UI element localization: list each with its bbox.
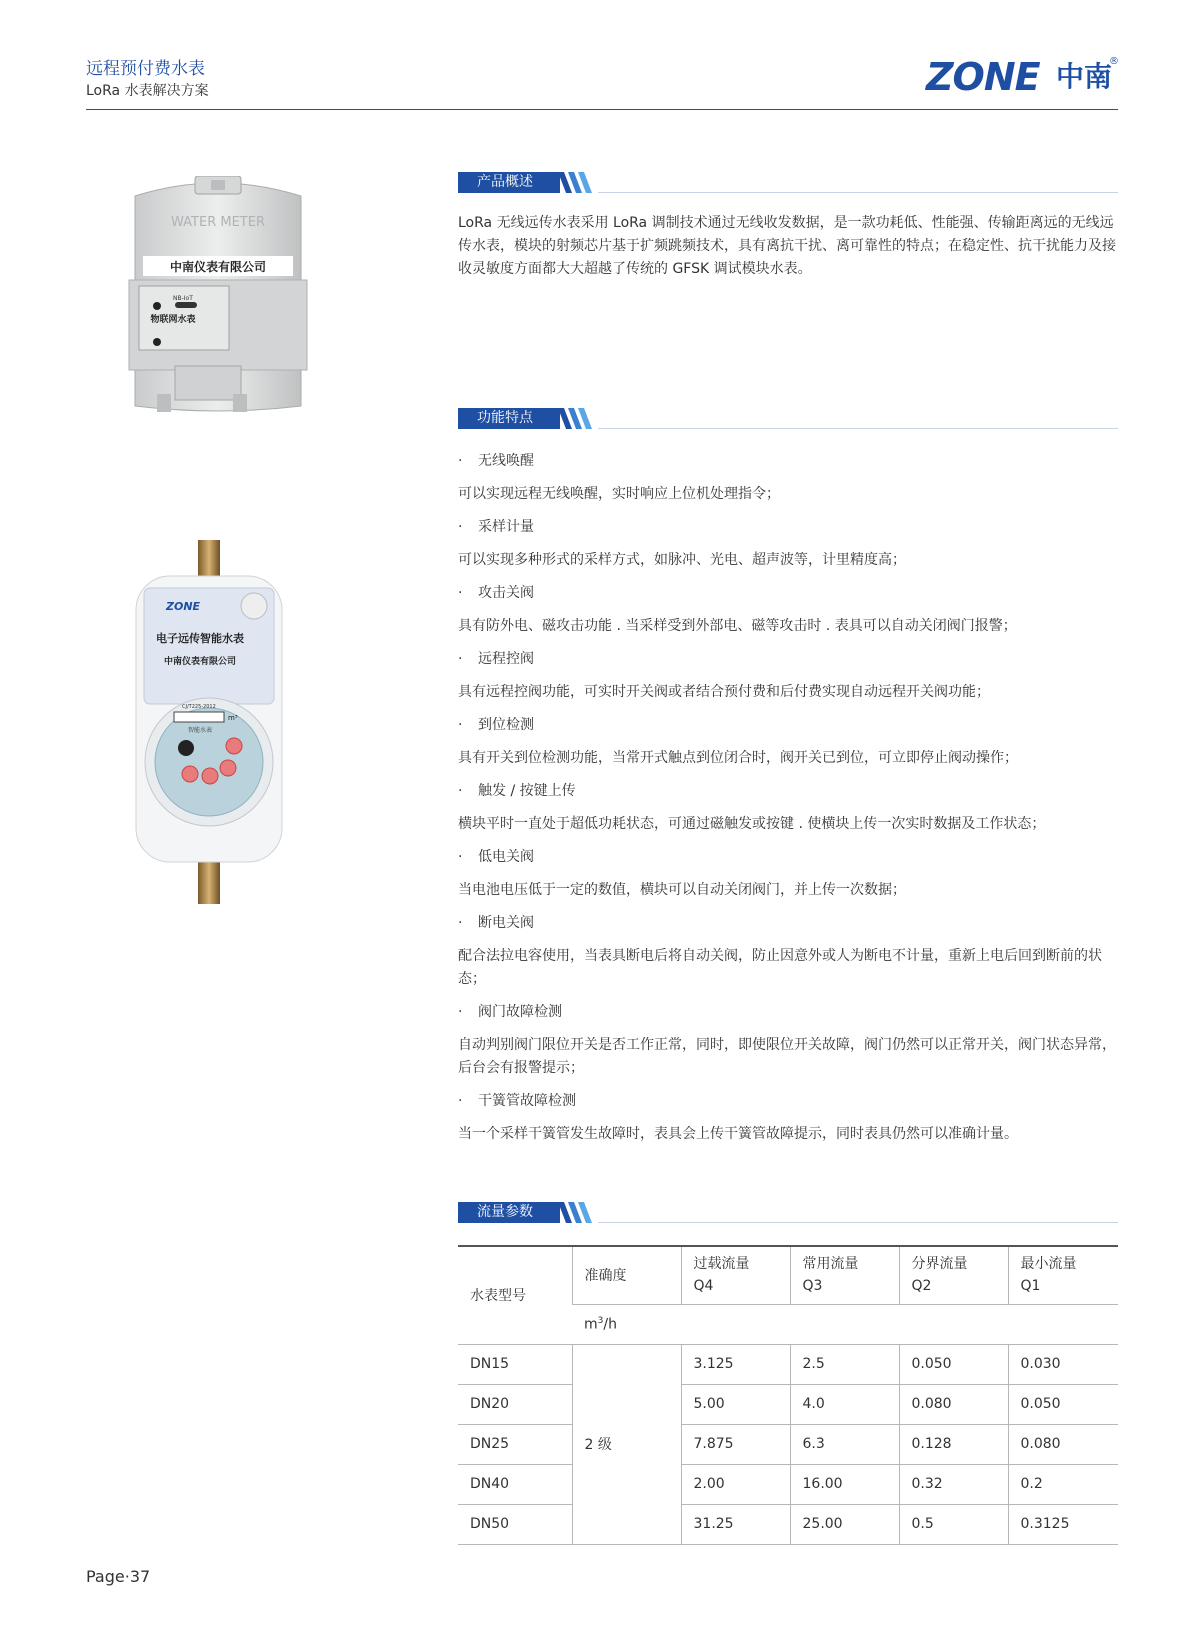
feature-item: [458, 516, 1118, 572]
meter2-title: 电子远传智能水表: [156, 632, 244, 645]
feature-item: [458, 1001, 1118, 1080]
meter1-badge: NB-IoT: [173, 295, 193, 302]
bullet: ·: [458, 1093, 463, 1109]
header-model: 水表型号: [458, 1246, 572, 1344]
header-stripes-icon: [558, 172, 598, 193]
feature-description: 可以实现多种形式的采样方式，如脉冲、光电、超声波等，计里精度高；: [458, 552, 906, 568]
header-q1: 最小流量 Q1: [1008, 1246, 1118, 1304]
feature-description: 配合法拉电容使用，当表具断电后将自动关阀，防止因意外或人为断电不计量，重新上电后回到断前的状态；: [458, 948, 1102, 987]
feature-item: [458, 714, 1118, 770]
feature-title: 断电关阀: [478, 915, 534, 931]
logo-wordmark: ZONE: [926, 55, 1040, 99]
feature-description: 当电池电压低于一定的数值，横块可以自动关闭阀门，并上传一次数据；: [458, 882, 906, 898]
feature-description: 自动判别阀门限位开关是否工作正常，同时，即使限位开关故障，阀门仍然可以正常开关，阀门状态异常，后台会有报警提示；: [458, 1037, 1116, 1076]
features-heading: 功能特点: [458, 408, 560, 429]
page-title: 远程预付费水表: [86, 59, 205, 79]
feature-description: 当一个采样干簧管发生故障时，表具会上传干簧管故障提示，同时表具仍然可以准确计量。: [458, 1126, 1018, 1142]
page-number: Page·37: [86, 1567, 151, 1586]
feature-item: [458, 780, 1118, 836]
feature-item: [458, 582, 1118, 638]
header-stripes-icon: [558, 408, 598, 429]
feature-item: [458, 912, 1118, 991]
brand-logo: [926, 56, 1121, 98]
flow-parameter-table: [458, 1245, 1118, 1545]
logo-registered-mark: ®: [1109, 56, 1119, 67]
flow-header-rule: [598, 1222, 1118, 1223]
bullet: ·: [458, 1004, 463, 1020]
features-list: [458, 450, 1118, 1156]
header-q3: 常用流量 Q3: [790, 1246, 899, 1304]
overview-text: LoRa 无线远传水表采用 LoRa 调制技术通过无线收发数据，是一款功耗低、性能强、传输距离远的无线远传水表，模块的射频芯片基于扩频跳频技术，具有离抗干扰、离可靠性的特点；在稳定性、抗干扰能力及接收灵敏度方面都大大超越了传统的 GFSK 调试模块水表。: [458, 215, 1116, 277]
table-row: DN20 5.00 4.0 0.080 0.050: [458, 1384, 1118, 1424]
bullet: ·: [458, 717, 463, 733]
flow-section-header: [458, 1202, 1118, 1223]
meter1-label: 物联网水表: [150, 315, 196, 325]
feature-description: 具有远程控阀功能，可实时开关阀或者结合预付费和后付费实现自动远程开关阀功能；: [458, 684, 990, 700]
table-row: DN40 2.00 16.00 0.32 0.2: [458, 1464, 1118, 1504]
overview-section-header: [458, 172, 1118, 193]
feature-description: 具有防外电、磁攻击功能 . 当采样受到外部电、磁等攻击时 . 表具可以自动关闭阀门报警；: [458, 618, 1017, 634]
flow-heading: 流量参数: [458, 1202, 560, 1223]
features-header-rule: [598, 428, 1118, 429]
feature-item: [458, 648, 1118, 704]
meter2-dial-label: 智能水表: [188, 727, 213, 734]
bullet: ·: [458, 651, 463, 667]
table-row: DN50 31.25 25.00 0.5 0.3125: [458, 1504, 1118, 1544]
feature-title: 阀门故障检测: [478, 1004, 562, 1020]
grade-cell: 2 级: [572, 1344, 681, 1544]
logo-chinese: 中南: [1056, 60, 1113, 93]
feature-title: 到位检测: [478, 717, 534, 733]
header-q2: 分界流量 Q2: [899, 1246, 1008, 1304]
bullet: ·: [458, 849, 463, 865]
feature-description: 横块平时一直处于超低功耗状态，可通过磁触发或按键 . 使横块上传一次实时数据及工作状态；: [458, 816, 1046, 832]
features-section-header: [458, 408, 1118, 429]
table-row: DN25 7.875 6.3 0.128 0.080: [458, 1424, 1118, 1464]
meter1-embossed-brand: WATER METER: [171, 215, 265, 230]
meter1-company: 中南仪表有限公司: [169, 260, 267, 274]
meter-module-image: [123, 176, 313, 428]
feature-description: 具有开关到位检测功能，当常开式触点到位闭合时，阀开关已到位，可立即停止阀动操作；: [458, 750, 1018, 766]
feature-title: 无线唤醒: [478, 453, 534, 469]
page-subtitle: LoRa 水表解决方案: [86, 83, 209, 99]
meter2-standard: CJ/T225-2012: [182, 704, 216, 710]
bullet: ·: [458, 585, 463, 601]
feature-title: 采样计量: [478, 519, 534, 535]
feature-description: 可以实现远程无线唤醒，实时响应上位机处理指令；: [458, 486, 780, 502]
meter2-company: 中南仪表有限公司: [163, 657, 237, 667]
table-row: DN15 2 级 3.125 2.5 0.050 0.030: [458, 1344, 1118, 1384]
feature-item: [458, 450, 1118, 506]
bullet: ·: [458, 453, 463, 469]
bullet: ·: [458, 519, 463, 535]
feature-title: 触发 / 按键上传: [478, 783, 576, 799]
feature-title: 低电关阀: [478, 849, 534, 865]
header-stripes-icon: [558, 1202, 598, 1223]
smart-meter-image: [130, 540, 288, 906]
overview-header-rule: [598, 192, 1118, 193]
feature-title: 远程控阀: [478, 651, 534, 667]
header-accuracy: 准确度: [572, 1246, 681, 1304]
feature-item: [458, 1090, 1118, 1146]
feature-title: 干簧管故障检测: [478, 1093, 576, 1109]
meter2-unit: m³: [228, 714, 238, 722]
overview-heading: 产品概述: [458, 172, 560, 193]
bullet: ·: [458, 783, 463, 799]
feature-item: [458, 846, 1118, 902]
header-divider: [86, 109, 1118, 110]
feature-title: 攻击关阀: [478, 585, 534, 601]
unit-cell: $m^3/h$: [572, 1304, 1118, 1344]
meter2-logo: ZONE: [166, 600, 201, 613]
header-q4: 过载流量 Q4: [681, 1246, 790, 1304]
bullet: ·: [458, 915, 463, 931]
